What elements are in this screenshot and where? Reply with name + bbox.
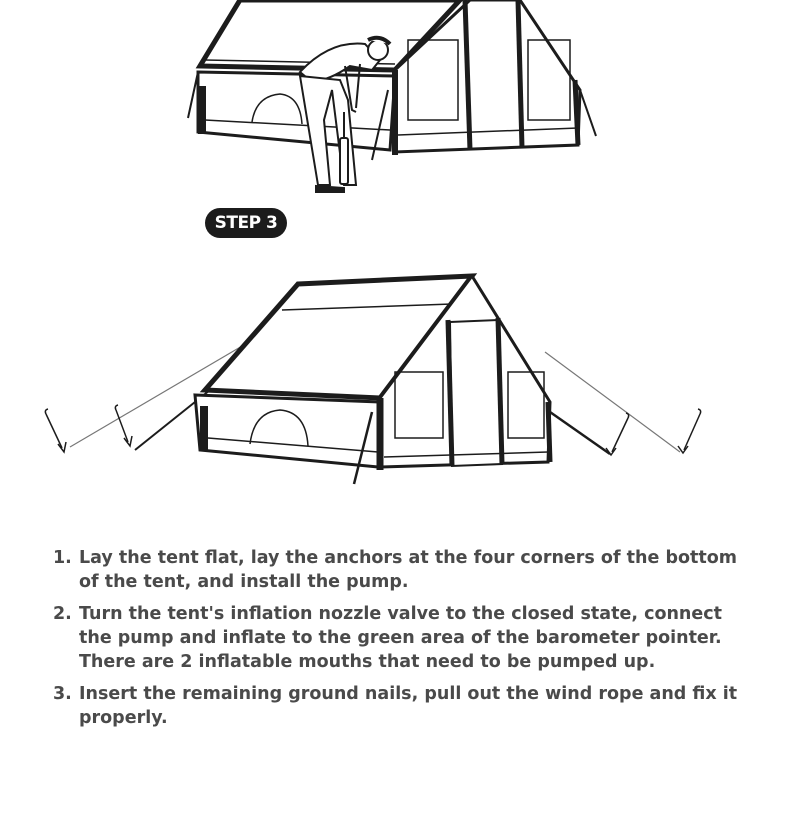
instruction-text: Turn the tent's inflation nozzle valve to the closed state, connect the pump and inflate to the green area of the barometer pointer. There are 2 inflatable mouths that need to be pumped up. bbox=[79, 604, 722, 672]
instruction-text: Lay the tent flat, lay the anchors at the four corners of the bottom of the tent, and install the pump. bbox=[79, 548, 737, 592]
tent-pumping-illustration bbox=[0, 0, 800, 205]
instruction-list bbox=[50, 546, 750, 738]
instruction-number: 1. bbox=[53, 548, 72, 568]
instruction-text: Insert the remaining ground nails, pull out the wind rope and fix it properly. bbox=[79, 684, 738, 728]
tent-staked-illustration bbox=[0, 262, 800, 492]
instruction-number: 2. bbox=[53, 604, 72, 624]
instruction-item bbox=[50, 546, 750, 594]
instruction-item bbox=[50, 682, 750, 730]
instruction-number: 3. bbox=[53, 684, 72, 704]
step-badge: STEP 3 bbox=[205, 208, 287, 238]
instruction-item bbox=[50, 602, 750, 674]
